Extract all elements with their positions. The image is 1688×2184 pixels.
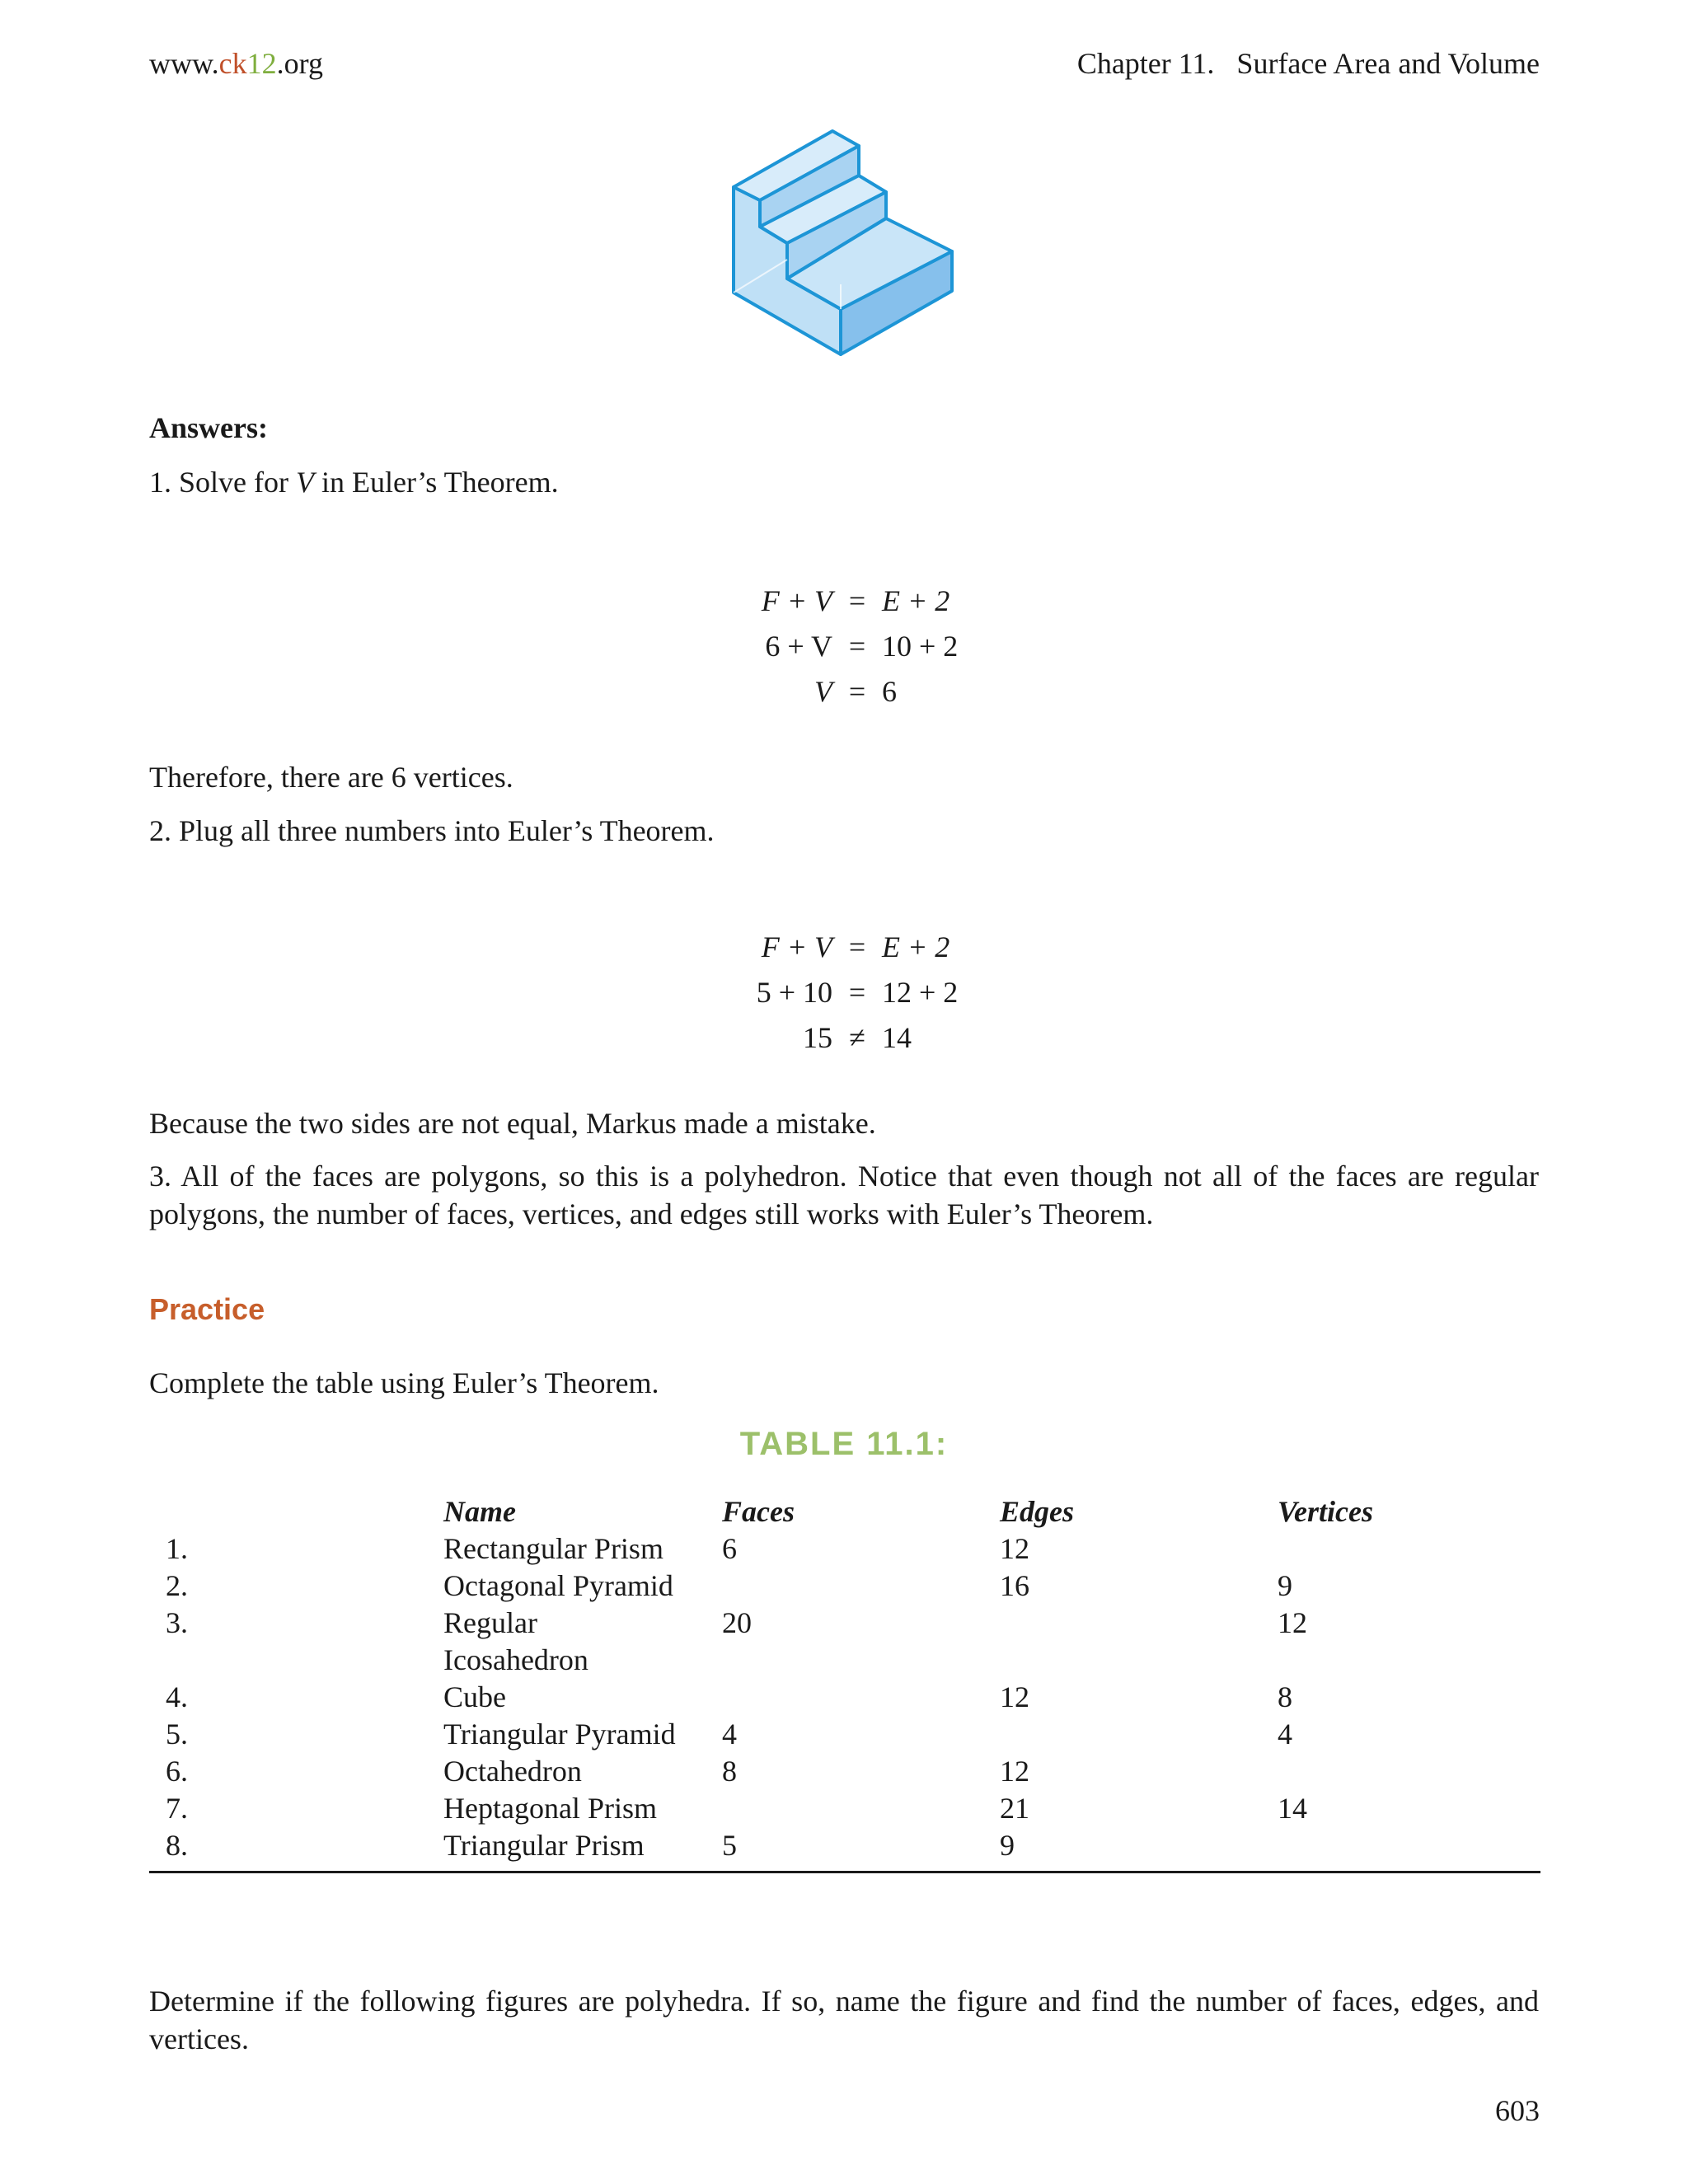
equation-line: V = 6 [814,675,897,708]
equation-line: 15 ≠ 14 [803,1021,912,1054]
table-bottom-rule [149,1871,1540,1873]
cell-faces: 20 [722,1606,752,1639]
practice-instruction: Complete the table using Euler’s Theorem. [149,1366,659,1399]
table-row [149,1568,1540,1605]
column-header: Name [443,1495,516,1528]
q1-conclusion: Therefore, there are 6 vertices. [149,761,513,794]
table-row [149,1753,1540,1790]
equation-line: 6 + V = 10 + 2 [765,630,959,663]
q3-answer: 3. All of the faces are polygons, so this is a polyhedron. Notice that even though not all of the faces are regular polygons, the number of faces, vertices, and edges still works with Euler’s Theorem. [149,1160,1539,1230]
table-row [149,1827,1540,1864]
column-header: Faces [722,1495,795,1528]
page-number: 603 [1495,2094,1540,2127]
equation-line: F + V = E + 2 [761,584,950,617]
q1-equations [668,583,1014,719]
table-row [149,1716,1540,1753]
table-header-row [149,1493,1540,1530]
q1-intro: 1. Solve for V in Euler’s Theorem. [149,466,559,499]
q2-conclusion: Because the two sides are not equal, Markus made a mistake. [149,1107,876,1140]
row-number: 4. [166,1680,188,1713]
cell-name: Heptagonal Prism [443,1792,657,1825]
chapter-title: Chapter 11. Surface Area and Volume [1076,47,1540,80]
cell-edges: 16 [1000,1569,1029,1602]
cell-edges: 12 [1000,1532,1029,1565]
row-number: 8. [166,1829,188,1862]
cell-edges: 21 [1000,1792,1029,1825]
euler-table [149,1493,1540,1864]
table-row [149,1530,1540,1568]
cell-faces: 4 [722,1718,737,1750]
cell-name: Triangular Pyramid [443,1718,676,1750]
cell-name: Triangular Prism [443,1829,645,1862]
column-header: Vertices [1278,1495,1373,1528]
q2-equations [668,930,1014,1066]
row-number: 7. [166,1792,188,1825]
equation-line: 5 + 10 = 12 + 2 [756,976,959,1009]
table-row [149,1790,1540,1827]
table-title: TABLE 11.1: [739,1426,949,1462]
table-row [149,1679,1540,1716]
equation-line: F + V = E + 2 [761,930,950,963]
cell-vertices: 9 [1278,1569,1292,1602]
column-header: Edges [1000,1495,1074,1528]
cell-edges: 9 [1000,1829,1015,1862]
followup-instruction: Determine if the following figures are polyhedra. If so, name the figure and find the number of faces, edges, and vertices. [149,1985,1539,2055]
row-number: 2. [166,1569,188,1602]
row-number: 1. [166,1532,188,1565]
row-number: 6. [166,1755,188,1788]
cell-edges: 12 [1000,1680,1029,1713]
answers-heading: Answers: [149,411,268,444]
q2-intro: 2. Plug all three numbers into Euler’s Theorem. [149,814,715,847]
cell-vertices: 4 [1278,1718,1292,1750]
practice-heading: Practice [149,1292,265,1326]
cell-name: Octahedron [443,1755,582,1788]
cell-name: Octagonal Pyramid [443,1569,673,1602]
row-number: 5. [166,1718,188,1750]
site-url: www.ck12.org [149,47,323,80]
cell-edges: 12 [1000,1755,1029,1788]
table-row [149,1605,1540,1679]
cell-name: Regular Icosahedron [443,1606,588,1676]
cell-vertices: 8 [1278,1680,1292,1713]
row-number: 3. [166,1606,188,1639]
cell-name: Rectangular Prism [443,1532,663,1565]
cell-vertices: 14 [1278,1792,1307,1825]
cell-vertices: 12 [1278,1606,1307,1639]
cell-faces: 5 [722,1829,737,1862]
cell-faces: 6 [722,1532,737,1565]
staircase-solid-icon [725,128,964,359]
cell-name: Cube [443,1680,506,1713]
cell-faces: 8 [722,1755,737,1788]
